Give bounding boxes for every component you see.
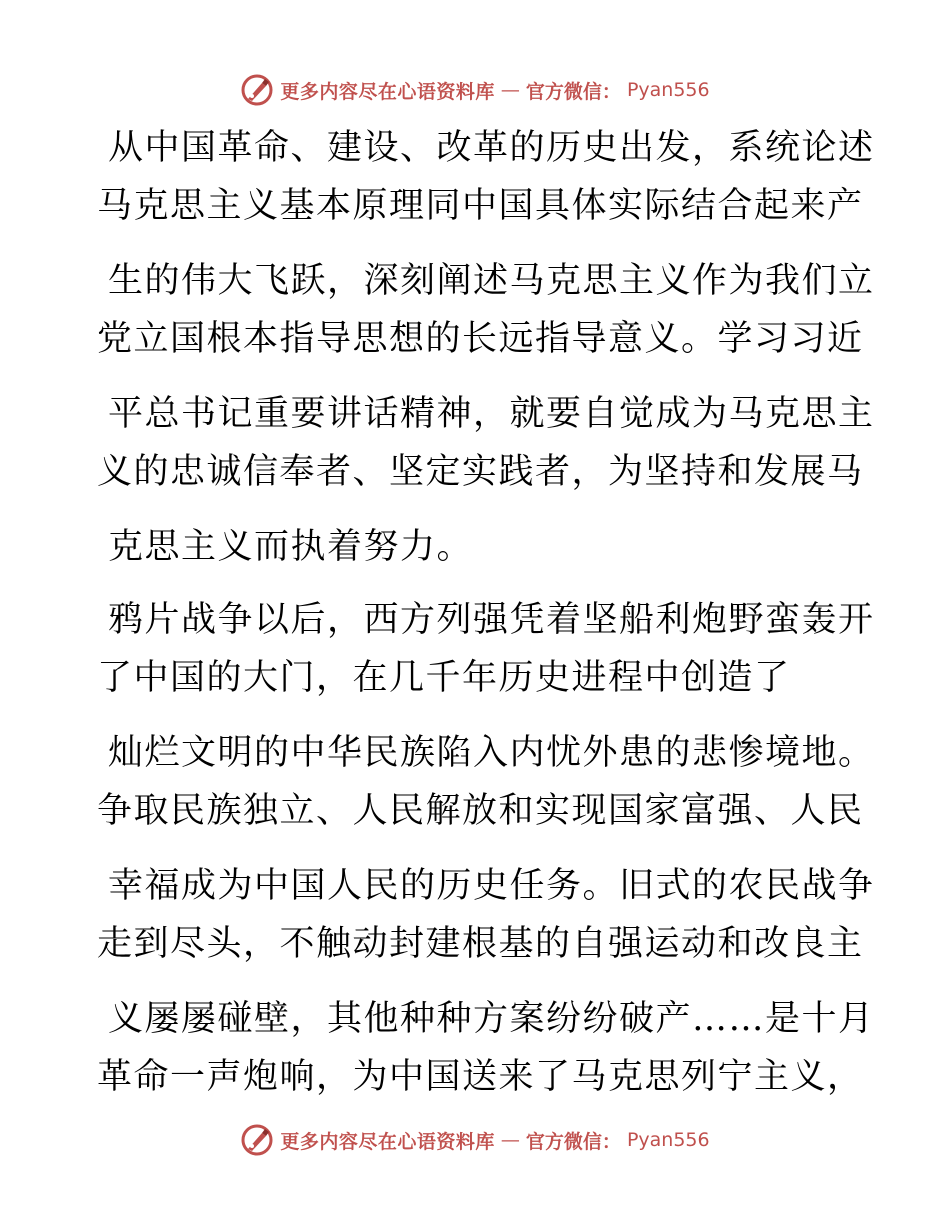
text-line: 走到尽头，不触动封建根基的自强运动和改良主 [97, 924, 864, 964]
text-line: 幸福成为中国人民的历史任务。旧式的农民战争 [108, 866, 875, 906]
text-line: 从中国革命、建设、改革的历史出发，系统论述 [108, 128, 875, 168]
text-line: 鸦片战争以后，西方列强凭着坚船利炮野蛮轰开 [108, 600, 875, 640]
watermark-dash: — [500, 1129, 520, 1151]
text-line: 克思主义而执着努力。 [108, 527, 474, 567]
wechat-id: Pyan556 [626, 79, 710, 101]
watermark-text: 更多内容尽在心语资料库 [280, 80, 495, 103]
text-line: 了中国的大门，在几千年历史进程中创造了 [97, 658, 791, 698]
text-line: 马克思主义基本原理同中国具体实际结合起来产 [97, 186, 864, 226]
footer-watermark [0, 1120, 950, 1160]
text-line: 革命一声炮响，为中国送来了马克思列宁主义， [97, 1057, 864, 1097]
pen-logo-icon [240, 73, 274, 107]
text-line: 生的伟大飞跃，深刻阐述马克思主义作为我们立 [108, 261, 875, 301]
text-line: 平总书记重要讲话精神，就要自觉成为马克思主 [108, 394, 875, 434]
watermark-dash: — [500, 79, 520, 101]
text-line: 党立国根本指导思想的长远指导意义。学习习近 [97, 319, 864, 359]
wechat-label: 官方微信： [525, 1130, 621, 1153]
text-line: 争取民族独立、人民解放和实现国家富强、人民 [97, 791, 864, 831]
pen-logo-icon [240, 1123, 274, 1157]
wechat-label: 官方微信： [525, 80, 621, 103]
watermark-text: 更多内容尽在心语资料库 [280, 1130, 495, 1153]
header-watermark [0, 70, 950, 110]
wechat-id: Pyan556 [626, 1129, 710, 1151]
text-line: 义的忠诚信奉者、坚定实践者，为坚持和发展马 [97, 452, 864, 492]
text-line: 义屡屡碰壁，其他种种方案纷纷破产……是十月 [108, 999, 875, 1039]
text-line: 灿烂文明的中华民族陷入内忧外患的悲惨境地。 [108, 733, 875, 773]
